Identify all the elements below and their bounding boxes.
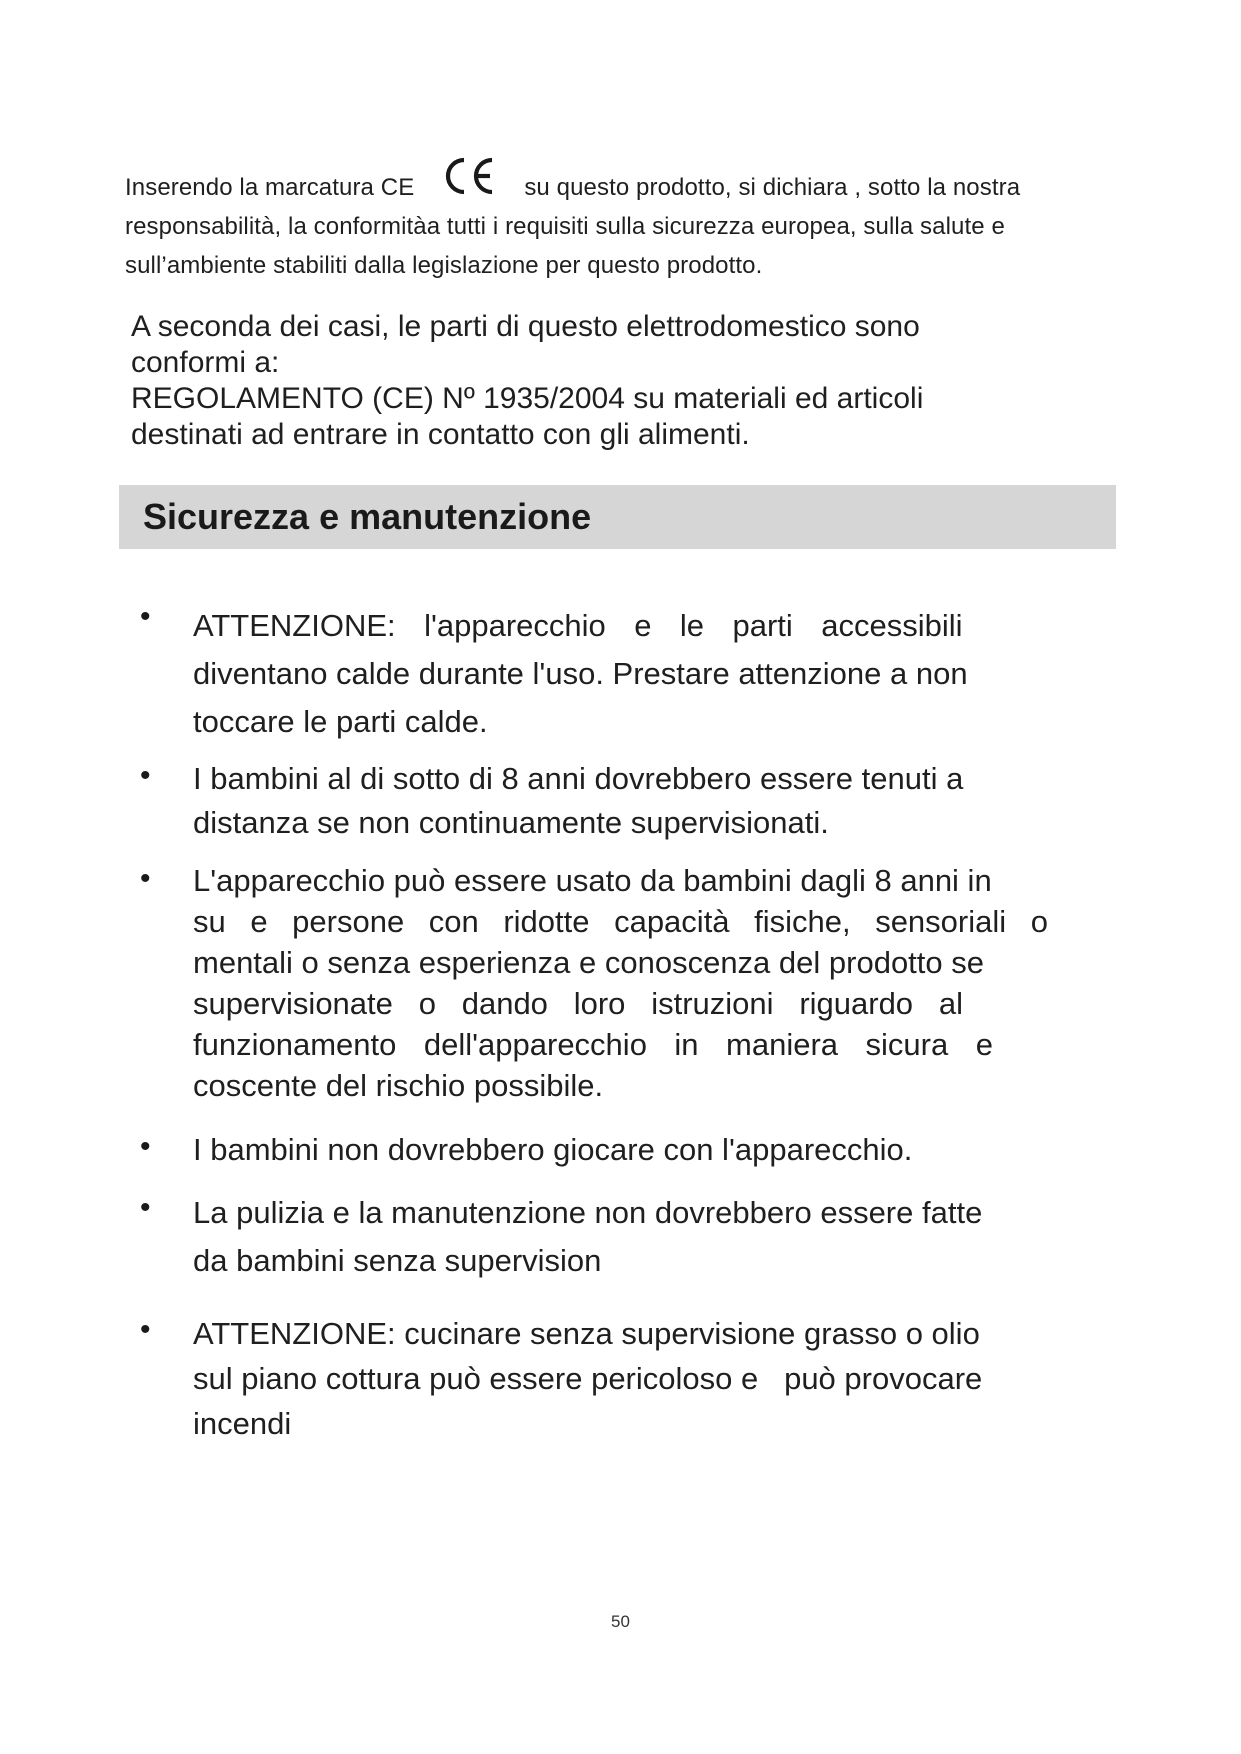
bullet-1-line-3: toccare le parti calde.: [193, 704, 488, 739]
bullet-marker: •: [140, 1191, 151, 1224]
ce-declaration-line-2: responsabilità, la conformitàa tutti i requisiti sulla sicurezza europea, sulla salute e: [125, 213, 1005, 240]
bullet-6-line-2: sul piano cottura può essere pericoloso e può provocare: [193, 1361, 983, 1396]
ce-declaration-line-3: sull’ambiente stabiliti dalla legislazione per questo prodotto.: [125, 252, 763, 279]
conformity-paragraph: [131, 309, 1031, 453]
ce-mark-icon: [440, 156, 498, 196]
bullet-3-line-6: coscente del rischio possibile.: [193, 1068, 604, 1103]
ce-declaration-text-after: su questo prodotto, si dichiara , sotto la nostra: [524, 174, 1021, 201]
ce-declaration-line-1: [125, 168, 1145, 207]
section-title: Sicurezza e manutenzione: [143, 496, 592, 537]
bullet-3-line-2: su e persone con ridotte capacità fisiche, sensoriali o: [193, 904, 1048, 939]
bullet-4-line-1: I bambini non dovrebbero giocare con l'apparecchio.: [193, 1132, 913, 1167]
bullet-marker: •: [140, 1130, 151, 1163]
bullet-3-line-4: supervisionate o dando loro istruzioni riguardo al: [193, 986, 963, 1021]
conformity-line-1: A seconda dei casi, le parti di questo elettrodomestico sono: [131, 310, 920, 343]
ce-declaration-text-before: Inserendo la marcatura CE: [125, 174, 415, 201]
bullet-2-line-2: distanza se non continuamente supervisionati.: [193, 805, 829, 840]
section-heading-bar: [119, 485, 1116, 549]
bullet-1-line-1: ATTENZIONE: l'apparecchio e le parti accessibili: [193, 608, 963, 643]
bullet-2-line-1: I bambini al di sotto di 8 anni dovrebbero essere tenuti a: [193, 761, 964, 796]
bullet-marker: •: [140, 759, 151, 792]
conformity-line-4: destinati ad entrare in contatto con gli alimenti.: [131, 418, 750, 451]
bullet-6-line-1: ATTENZIONE: cucinare senza supervisione grasso o olio: [193, 1316, 980, 1351]
bullet-marker: •: [140, 600, 151, 633]
bullet-3-line-3: mentali o senza esperienza e conoscenza del prodotto se: [193, 945, 984, 980]
ce-declaration-paragraph: [125, 168, 1145, 285]
bullet-marker: •: [140, 1313, 151, 1346]
page-number: 50: [611, 1612, 630, 1631]
conformity-line-3: REGOLAMENTO (CE) Nº 1935/2004 su materiali ed articoli: [131, 382, 924, 415]
bullet-3-line-5: funzionamento dell'apparecchio in maniera sicura e: [193, 1027, 993, 1062]
bullet-3-line-1: L'apparecchio può essere usato da bambini dagli 8 anni in: [193, 863, 992, 898]
conformity-line-2: conformi a:: [131, 346, 280, 379]
bullet-5-line-2: da bambini senza supervision: [193, 1243, 602, 1278]
bullet-6-line-3: incendi: [193, 1406, 292, 1441]
bullet-marker: •: [140, 862, 151, 895]
bullet-5-line-1: La pulizia e la manutenzione non dovrebbero essere fatte: [193, 1195, 983, 1230]
bullet-1-line-2: diventano calde durante l'uso. Prestare attenzione a non: [193, 656, 968, 691]
